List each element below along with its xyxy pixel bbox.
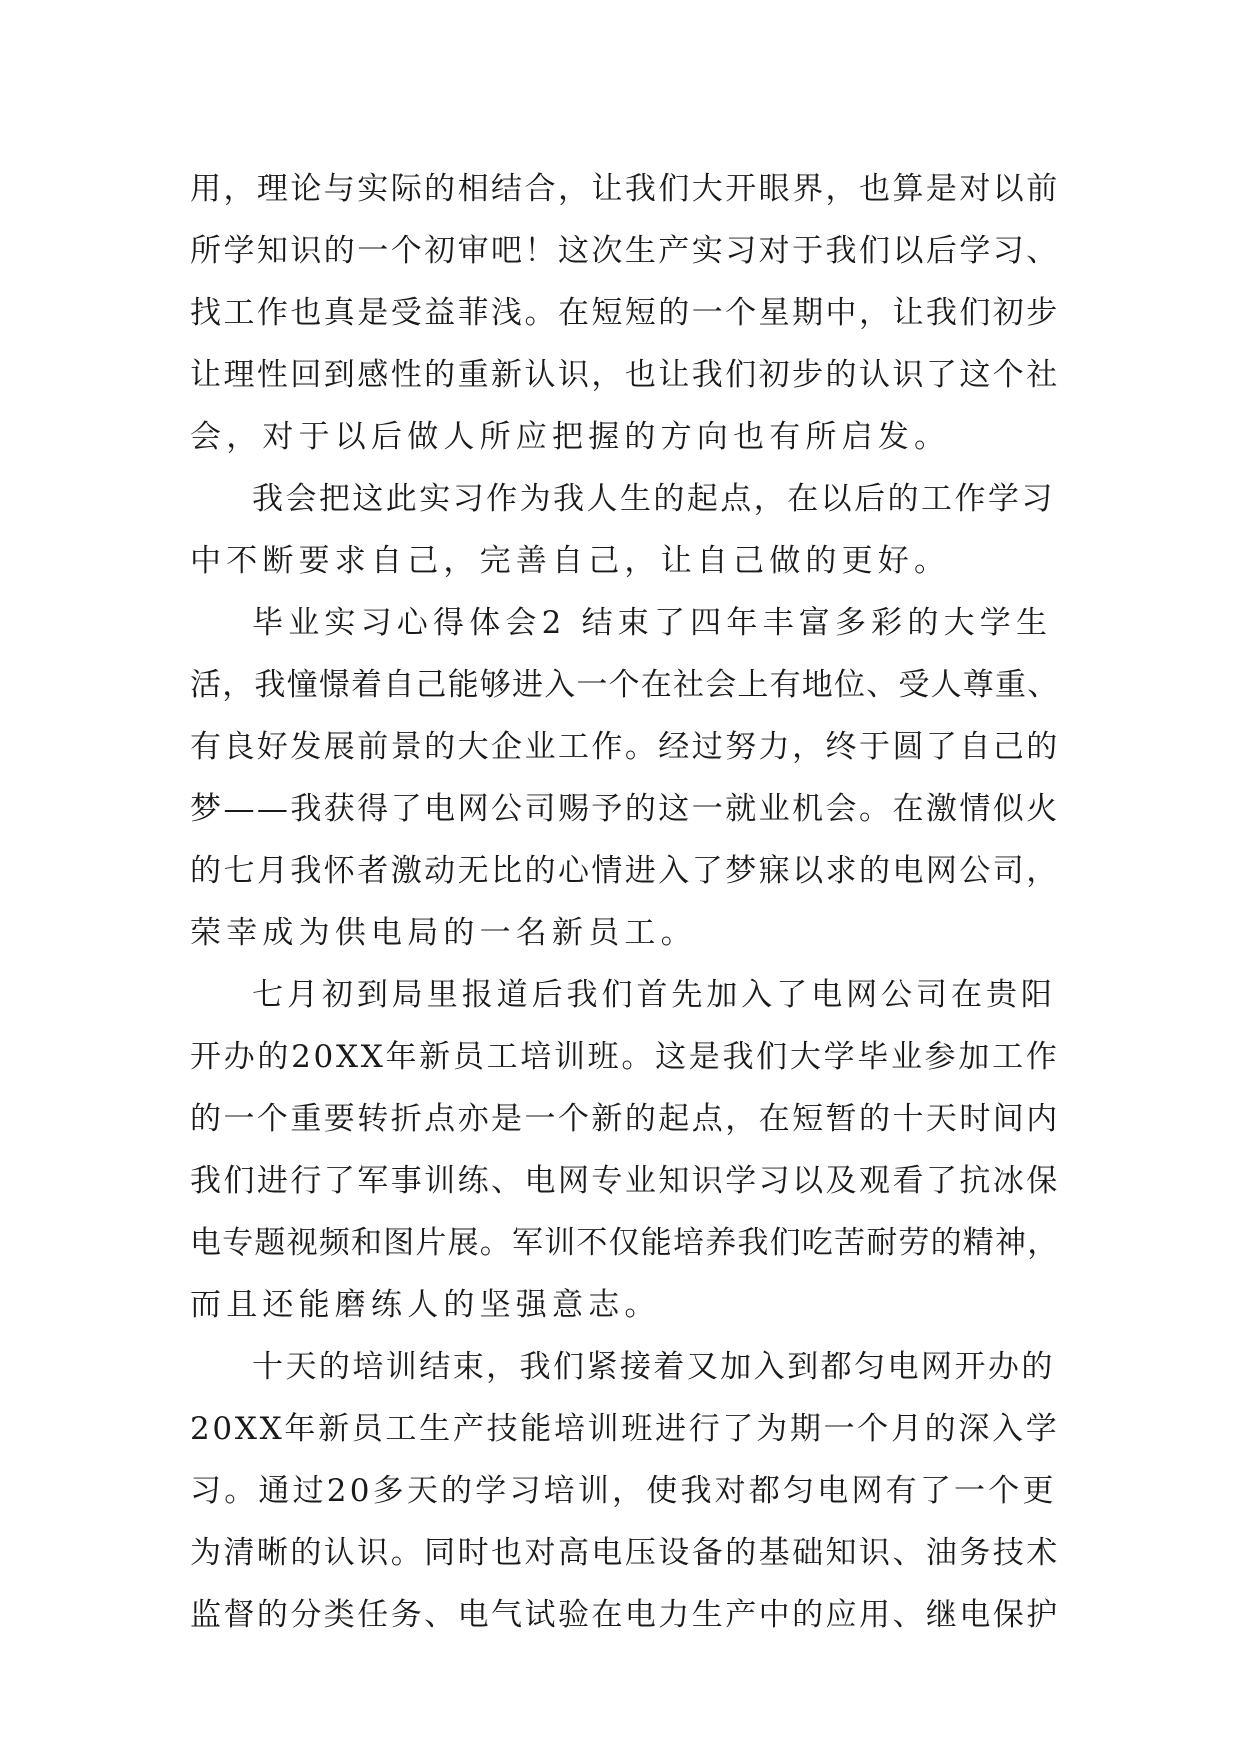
text-line: 让理性回到感性的重新认识，也让我们初步的认识了这个社 [190, 357, 1060, 393]
text-line: 会，对于以后做人所应把握的方向也有所启发。 [190, 419, 951, 455]
text-line: 活，我憧憬着自己能够进入一个在社会上有地位、受人尊重、 [190, 667, 1060, 703]
text-line: 我们进行了军事训练、电网专业知识学习以及观看了抗冰保 [190, 1163, 1060, 1199]
text-line: 荣幸成为供电局的一名新员工。 [190, 915, 697, 951]
document-body [190, 158, 1060, 1646]
text-line: 的一个重要转折点亦是一个新的起点，在短暂的十天时间内 [190, 1101, 1060, 1137]
text-line: 而且还能磨练人的坚强意志。 [190, 1287, 661, 1323]
text-line: 为清晰的认识。同时也对高电压设备的基础知识、油务技术 [190, 1535, 1060, 1571]
text-line: 七月初到局里报道后我们首先加入了电网公司在贵阳 [252, 977, 1056, 1013]
text-line: 梦——我获得了电网公司赐予的这一就业机会。在激情似火 [190, 791, 1060, 827]
text-line: 找工作也真是受益菲浅。在短短的一个星期中，让我们初步 [190, 295, 1060, 331]
text-line: 有良好发展前景的大企业工作。经过努力，终于圆了自己的 [190, 729, 1060, 765]
text-line: 十天的培训结束，我们紧接着又加入到都匀电网开办的 [252, 1349, 1055, 1385]
text-line: 电专题视频和图片展。军训不仅能培养我们吃苦耐劳的精神， [190, 1225, 1060, 1261]
text-line: 中不断要求自己，完善自己，让自己做的更好。 [190, 543, 951, 579]
text-line: 用，理论与实际的相结合，让我们大开眼界，也算是对以前 [190, 171, 1060, 207]
text-line: 开办的20XX年新员工培训班。这是我们大学毕业参加工作 [190, 1039, 1060, 1075]
text-line: 毕业实习心得体会2 结束了四年丰富多彩的大学生 [252, 605, 1053, 641]
text-line: 20XX年新员工生产技能培训班进行了为期一个月的深入学 [190, 1411, 1060, 1447]
text-line: 习。通过20多天的学习培训，使我对都匀电网有了一个更 [190, 1473, 1057, 1509]
text-line: 监督的分类任务、电气试验在电力生产中的应用、继电保护 [190, 1597, 1060, 1633]
text-line: 我会把这此实习作为我人生的起点，在以后的工作学习 [252, 481, 1055, 517]
text-line: 的七月我怀者激动无比的心情进入了梦寐以求的电网公司， [190, 853, 1060, 889]
text-line: 所学知识的一个初审吧！这次生产实习对于我们以后学习、 [190, 233, 1060, 269]
